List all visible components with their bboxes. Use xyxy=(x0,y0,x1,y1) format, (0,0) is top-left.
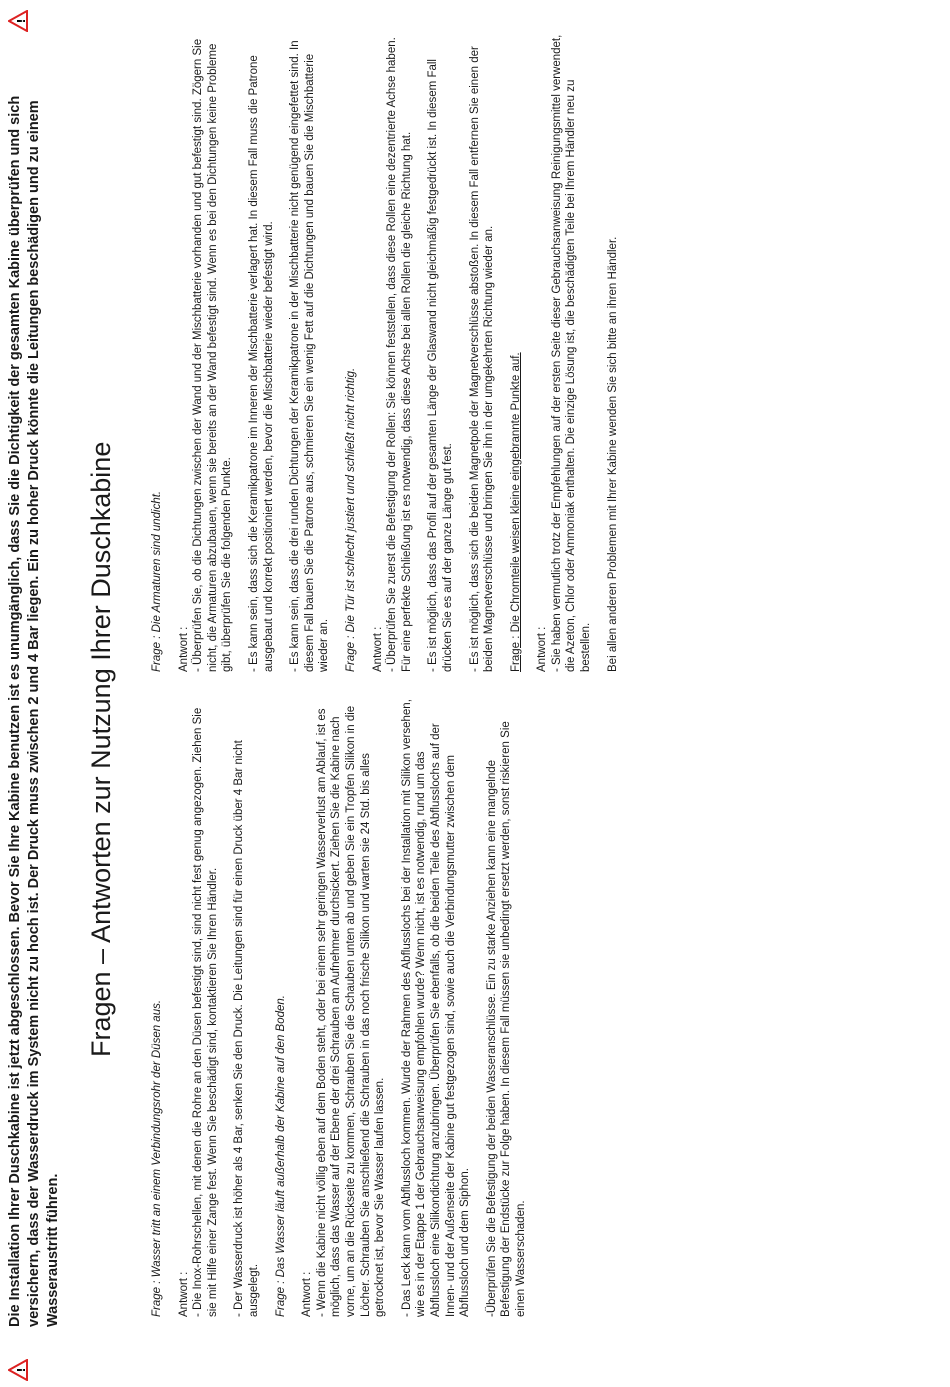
svg-text:!: ! xyxy=(15,18,28,24)
answer-3-point-2: - Es kann sein, dass sich die Keramikpatrone im Inneren der Mischbatterie verlagert hat. In diesem Fall muss die Patrone ausgebaut und korrekt positioniert werden, bevor die Mischbatterie wieder befestigt wird. xyxy=(247,55,275,672)
answer-4-point-1: - Überprüfen Sie zuerst die Befestigung der Rollen: Sie können feststellen, dass diese Rollen eine dezentrierte Achse haben. Für eine perfekte Schließung ist es notwendig, dass diese Achse bei allen Rollen die gleiche Richtung hat. xyxy=(386,37,413,672)
answer-3-label: Antwort : xyxy=(177,626,190,672)
right-column xyxy=(150,32,632,672)
answer-5-label: Antwort : xyxy=(536,626,549,672)
answer-2-label: Antwort : xyxy=(301,1271,314,1317)
question-1: Frage : Wasser tritt an einem Verbindungsrohr der Düsen aus. xyxy=(151,999,163,1317)
svg-text:!: ! xyxy=(15,1367,28,1373)
answer-5-point-1: - Sie haben vermutlich trotz der Empfehlungen auf der ersten Seite dieser Gebrauchsanweisung Reinigungsmittel verwendet, die Azeton, Chlor oder Ammoniak enthalten. Die einzige Lösung ist, die beschädigten Teile bei Ihrem Händler neu zu bestellen. xyxy=(550,34,593,672)
left-column xyxy=(150,697,540,1317)
answer-1-label: Antwort : xyxy=(177,1271,190,1317)
page-title: Fragen – Antworten zur Nutzung Ihrer Duschkabine xyxy=(86,441,116,1057)
question-2: Frage : Das Wasser läuft außerhalb der Kabine auf den Boden. xyxy=(274,995,287,1317)
question-3: Frage : Die Armaturen sind undicht. xyxy=(151,490,163,672)
answer-2-point-2: - Das Leck kann vom Abflussloch kommen. Wurde der Rahmen des Abflusslochs bei der Installation mit Silikon versehen, wie es in der Etappe 1 der Gebrauchsanweisung empfohlen wurde? Wenn nicht, ist es notwendig, rund um das Abflussloch eine Silikondichtung anzubringen. Überprüfen Sie ebenfalls, ob die beiden Teile des Abflusslochs auf der Innen- und der Außenseite der Kabine gut festgezogen sind, sowie auch die Verbindungsmutter zwischen dem Abflussloch und dem Siphon. xyxy=(400,699,472,1317)
answer-4-label: Antwort : xyxy=(371,626,384,672)
answer-4-point-3: - Es ist möglich, dass sich die beiden Magnetpole der Magnetverschlüsse abstoßen. In diesem Fall entfernen Sie einen der beiden Magnetverschlüsse und bringen Sie ihn in der umgekehrten Richtung wieder an. xyxy=(468,46,496,672)
answer-2-point-1: - Wenn die Kabine nicht völlig eben auf dem Boden steht, oder bei einem sehr geringen Wasserverlust am Ablauf, ist es möglich, dass das Wasser auf der Ebene der drei Schrauben am Aufnehmer durchsickert. Ziehen Sie die Kabine nach vorne, um an die Rückseite zu kommen, Schrauben Sie die Schauben unten ab und geben Sie ein Tropfen Silikon in die Löcher. Schrauben Sie anschließend die Schrauben in das noch frische Silikon und warten sie 24 Std. bis alles getrocknet ist, bevor Sie Wasser laufen lassen. xyxy=(315,705,387,1317)
closing-note: Bei allen anderen Problemen mit Ihrer Kabine wenden Sie sich bitte an ihren Händler. xyxy=(606,236,619,672)
answer-4-point-2: - Es ist möglich, dass das Profil auf der gesamten Länge der Glaswand nicht gleichmäßig festgedrückt ist. In diesem Fall drücken Sie es auf der ganze Länge gut fest. xyxy=(427,59,454,672)
answer-1-point-2: - Der Wasserdruck ist höher als 4 Bar, senken Sie den Druck. Die Leitungen sind für einen Druck über 4 Bar nicht ausgelegt. xyxy=(233,740,260,1317)
question-5: Frage : Die Chromteile weisen kleine eingebrannte Punkte auf. xyxy=(509,352,522,672)
installation-warning: Die Installation Ihrer Duschkabine ist jetzt abgeschlossen. Bevor Sie Ihre Kabine benutzen ist es unumgänglich, dass Sie die Dichtigkeit der gesamten Kabine überprüfen und sich versichern, dass der Wasserdruck im System nicht zu hoch ist. Der Druck muss zwischen 2 und 4 Bar liegen. Ein zu hoher Druck könnte die Leitungen beschädigen und zu einem Wasseraustritt führen. xyxy=(7,95,61,1327)
question-4: Frage : Die Tür ist schlecht justiert und schließt nicht richtig. xyxy=(344,367,357,672)
answer-1-point-1: - Die Inox-Rohrschellen, mit denen die Rohre an den Düsen befestigt sind, sind nicht fest genug angezogen. Ziehen Sie sie mit Hilfe einer Zange fest. Wenn Sie beschädigt sind, kontaktieren Sie Ihren Händler. xyxy=(192,707,219,1317)
answer-3-point-3: - Es kann sein, dass die drei runden Dichtungen der Keramikpatrone in der Mischbatterie nicht genügend eingefettet sind. In diesem Fall bauen Sie die Patrone aus, schmieren Sie ein wenig Fett auf die Dichtungen und bauen Sie die Mischbatterie wieder an. xyxy=(289,40,331,672)
answer-2-point-3: -Überprüfen Sie die Befestigung der beiden Wasseranschlüsse. Ein zu starke Anziehen kann eine mangelnde Befestigung der Endstücke zur Folge haben. In diesem Fall müssen sie unbedingt ersetzt werden, sonst riskieren Sie einen Wasserschaden. xyxy=(485,721,527,1317)
answer-3-point-1: - Überprüfen Sie, ob die Dichtungen zwischen der Wand und der Mischbatterie vorhanden und gut befestigt sind. Zögern Sie nicht, die Armaturen abzubauen, wenn sie bereits an der Wand befestigt sind. Wenn es bei den Dichtungen keine Probleme gibt, überprüfen Sie die folgenden Punkte. xyxy=(192,38,234,672)
